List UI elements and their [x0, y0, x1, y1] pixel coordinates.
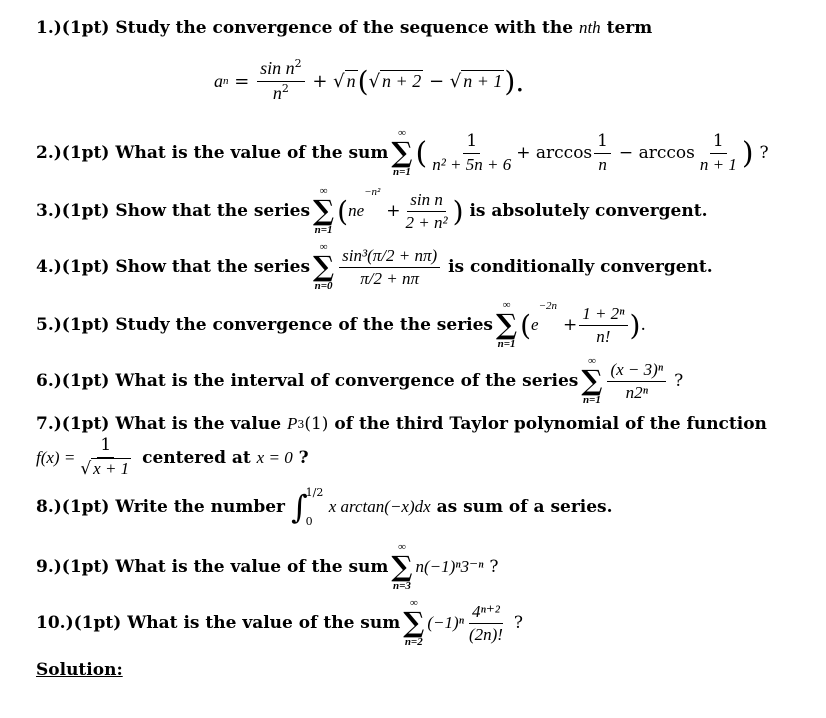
q5-sum — [496, 300, 517, 350]
q4-frac-den: π/2 + nπ — [360, 268, 419, 288]
q9-sum-top: ∞ — [398, 541, 406, 553]
q1-text-a: Study the convergence of the sequence with the — [115, 18, 574, 38]
q3-plus: + — [386, 201, 401, 221]
q4-frac-num: sin³(π/2 + nπ) — [339, 246, 440, 268]
q5-term1: e — [531, 315, 539, 334]
q2-frac1 — [429, 132, 514, 174]
q1-frac-num-sup: 2 — [294, 57, 302, 70]
q9-sum-bottom: n=3 — [392, 580, 411, 592]
integral-icon: ∫ — [290, 488, 308, 526]
q4-frac — [339, 246, 440, 288]
q2-frac2 — [594, 132, 611, 174]
q10-sum — [403, 598, 424, 648]
q6-line — [36, 356, 683, 406]
solution-label: Solution: — [36, 660, 123, 680]
sigma-icon: ∑ — [581, 364, 603, 397]
q1-formula — [214, 58, 524, 104]
sigma-icon: ∑ — [313, 194, 335, 227]
q2-frac1-num: 1 — [463, 132, 480, 154]
radical-icon: √ — [333, 70, 345, 92]
q4-text-a: Show that the series — [115, 257, 311, 277]
q5-frac — [579, 304, 627, 346]
q7-p: P — [286, 414, 298, 433]
q2-sum-top: ∞ — [398, 127, 406, 139]
q5-term1-sup: −2n — [538, 300, 558, 312]
sigma-icon: ∑ — [313, 250, 335, 283]
q8-int-top: 1/2 — [305, 486, 324, 499]
q1-close: ). — [504, 64, 525, 98]
q3-frac-den: 2 + n² — [405, 212, 448, 232]
q6-sum-top: ∞ — [587, 355, 596, 367]
q10-line — [36, 598, 523, 648]
q5-label: 5.)(1pt) — [36, 315, 110, 335]
q6-text: What is the interval of convergence of the series — [115, 371, 579, 391]
q7-fx: f(x) = — [36, 447, 76, 467]
q3-label: 3.)(1pt) — [36, 201, 110, 221]
radical-icon: √ — [368, 70, 381, 92]
q8-line — [36, 486, 613, 528]
q5-sum-bottom: n=1 — [497, 338, 516, 350]
q2-frac2-num: 1 — [594, 132, 611, 154]
q7-p-arg: (1) — [304, 414, 329, 434]
q2-line: 2.)(1pt) What is the value of the sum ∞ ∑ n=1 ( $\frac{1}{\text{n² + 5n + 6}}$ + arccos $\frac{1}{n}$ − arccos $\frac{1}{n + 1}$ ) ? — [36, 127, 769, 178]
q9-sum — [391, 542, 412, 592]
q2-frac3-den: n + 1 — [699, 154, 737, 174]
q7-line2 — [36, 436, 309, 479]
radical-icon: √ — [449, 70, 462, 92]
q2-end: ? — [759, 143, 769, 163]
q3-sum-bottom: n=1 — [314, 224, 333, 236]
q3-text-b: is absolutely convergent. — [469, 201, 708, 221]
q1-sqrt1: n + 2 — [382, 71, 422, 92]
q1-text-b: term — [606, 18, 653, 38]
q6-sum — [581, 356, 602, 406]
q7-text-b: of the third Taylor polynomial of the function — [334, 414, 767, 434]
q3-frac-num: sin n — [407, 190, 446, 212]
q2-frac3 — [697, 132, 740, 174]
q4-sum — [313, 242, 334, 292]
q1-frac-num: sin n — [260, 58, 295, 78]
q3-text-a: Show that the series — [115, 201, 311, 221]
q3-frac — [403, 190, 451, 232]
q2-frac2-den: n — [598, 154, 607, 174]
q5-plus: + — [562, 315, 578, 335]
q1-sqrt2: n + 1 — [463, 71, 503, 92]
radical-icon: √ — [80, 458, 92, 479]
q4-label: 4.)(1pt) — [36, 257, 110, 277]
q8-text-b: as sum of a series. — [436, 497, 613, 517]
sigma-icon: ∑ — [496, 308, 518, 341]
q4-sum-top: ∞ — [319, 241, 328, 253]
q1-text-var: nth — [578, 18, 601, 37]
q5-line: 5.)(1pt) Study the convergence of the the series ∞ ∑ n=1 ( e −2n + $\frac{\text{1 + 2ⁿ}}{n!}$ ) . — [36, 299, 646, 350]
q10-text: What is the value of the sum — [127, 613, 401, 633]
q7-text-a: What is the value — [115, 414, 282, 434]
q1-line — [36, 18, 652, 38]
q6-label: 6.)(1pt) — [36, 371, 110, 391]
q4-sum-bottom: n=0 — [314, 280, 333, 292]
q5-frac-num: 1 + 2ⁿ — [579, 304, 627, 326]
q7-end: ? — [298, 447, 309, 468]
q2-text: What is the value of the sum — [115, 143, 389, 163]
solution-heading — [36, 660, 123, 680]
q1-frac-den-sup: 2 — [281, 81, 289, 95]
q2-sum — [391, 128, 412, 178]
q6-sum-bottom: n=1 — [582, 394, 601, 406]
q2-minus: − arccos — [618, 143, 695, 163]
q1-minus: − — [428, 70, 445, 92]
q3-line: 3.)(1pt) Show that the series ∞ ∑ n=1 ( ne −n² + $\frac{\text{sin n}}{\text{2 + n²}}$ ) is absolutely convergent. — [36, 185, 708, 236]
q7-p-sub: 3 — [297, 417, 305, 431]
q3-sum — [313, 186, 334, 236]
q5-end: . — [640, 315, 646, 335]
q3-term1-sup: −n² — [364, 186, 381, 198]
q9-term: n(−1)ⁿ3⁻ⁿ — [415, 557, 484, 576]
sigma-icon: ∑ — [403, 606, 425, 639]
q1-frac — [257, 58, 305, 104]
q7-line1 — [36, 414, 767, 434]
q3-term1: ne — [348, 201, 365, 220]
q6-end: ? — [674, 371, 684, 391]
q1-frac-den: n — [272, 82, 282, 103]
q2-plus: + arccos — [516, 143, 593, 163]
q9-line — [36, 542, 499, 592]
q8-text-a: Write the number — [115, 497, 286, 517]
q2-frac3-num: 1 — [710, 132, 727, 154]
q1-open: ( — [357, 64, 369, 98]
q5-text: Study the convergence of the the series — [115, 315, 493, 335]
q10-sum-bottom: n=2 — [404, 636, 423, 648]
q10-sum-top: ∞ — [409, 597, 418, 609]
q5-frac-den: n! — [596, 326, 611, 346]
q10-frac-num: 4ⁿ⁺² — [469, 602, 503, 624]
q1-eq: = — [234, 70, 250, 92]
q10-frac — [466, 602, 506, 644]
q6-frac-num: (x − 3)ⁿ — [607, 360, 666, 382]
q7-frac-den: x + 1 — [93, 458, 130, 478]
q8-int-bottom: 0 — [305, 515, 313, 528]
q9-end: ? — [489, 557, 499, 577]
q8-label: 8.)(1pt) — [36, 497, 110, 517]
q4-text-b: is conditionally convergent. — [448, 257, 713, 277]
q1-plus: + — [312, 70, 328, 92]
sigma-icon: ∑ — [391, 136, 413, 169]
q10-frac-den: (2n)! — [468, 624, 503, 644]
q3-sum-top: ∞ — [319, 185, 328, 197]
q1-label: 1.)(1pt) — [36, 18, 110, 38]
q4-line — [36, 242, 713, 292]
q2-label: 2.)(1pt) — [36, 143, 110, 163]
q7-text-c: centered at — [142, 447, 251, 468]
q10-end: ? — [513, 613, 523, 633]
q1-lhs-sub: n — [223, 75, 229, 88]
q8-integrand: x arctan(−x)dx — [328, 497, 431, 516]
q9-label: 9.)(1pt) — [36, 557, 110, 577]
q7-frac-num: 1 — [97, 436, 114, 458]
q8-integral — [291, 486, 431, 528]
sigma-icon: ∑ — [391, 550, 413, 583]
q10-label: 10.)(1pt) — [36, 613, 122, 633]
q5-sum-top: ∞ — [502, 299, 511, 311]
q1-lhs: a — [214, 70, 223, 91]
q6-frac — [607, 360, 666, 402]
q9-text: What is the value of the sum — [115, 557, 389, 577]
q1-sqrt-n: n — [346, 71, 356, 92]
q2-frac1-den: n² + 5n + 6 — [432, 154, 512, 174]
q7-frac — [77, 436, 134, 479]
q2-sum-bottom: n=1 — [392, 166, 411, 178]
q7-label: 7.)(1pt) — [36, 414, 110, 434]
q6-frac-den: n2ⁿ — [625, 382, 648, 402]
q10-term: (−1)ⁿ — [427, 613, 464, 632]
q7-center: x = 0 — [256, 447, 293, 467]
